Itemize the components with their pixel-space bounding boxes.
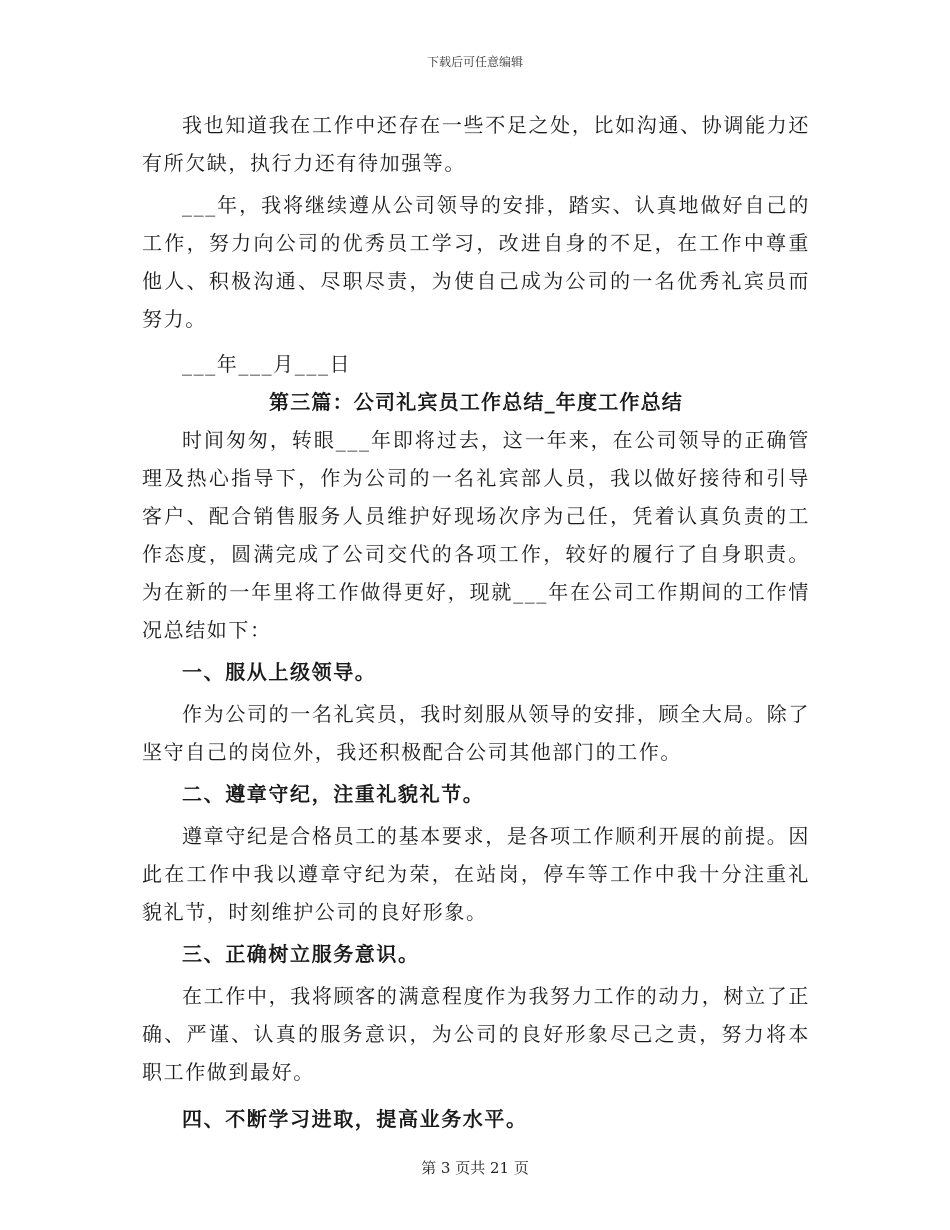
date-line: ___年___月___日 (182, 352, 352, 376)
heading-continuous-learning: 四、不断学习进取，提高业务水平。 (182, 1107, 528, 1131)
paragraph-discipline-etiquette: 遵章守纪是合格员工的基本要求，是各项工作顺利开展的前提。因此在工作中我以遵章守纪为荣，在站岗，停车等工作中我十分注重礼貌礼节，时刻维护公司的良好形象。 (142, 824, 810, 924)
heading-obey-leadership: 一、服从上级领导。 (182, 660, 377, 684)
page-footer: 第 3 页共 21 页 (421, 1159, 529, 1177)
document-body (142, 106, 810, 1138)
page-header: 下载后可任意编辑 (426, 55, 523, 69)
paragraph-shortcomings: 我也知道我在工作中还存在一些不足之处，比如沟通、协调能力还有所欠缺，执行力还有待加强等。 (142, 113, 810, 175)
heading-service-awareness: 三、正确树立服务意识。 (182, 942, 420, 966)
paragraph-intro: 时间匆匆，转眼___年即将过去，这一年来，在公司领导的正确管理及热心指导下，作为公司的一名礼宾部人员，我以做好接待和引导客户、配合销售服务人员维护好现场次序为己任，凭着认真负责的工作态度，圆满完成了公司交代的各项工作，较好的履行了自身职责。为在新的一年里将工作做得更好，现就___年在公司工作期间的工作情况总结如下： (142, 428, 810, 642)
section-title: 第三篇：公司礼宾员工作总结_年度工作总结 (269, 390, 683, 414)
paragraph-obey-leadership: 作为公司的一名礼宾员，我时刻服从领导的安排，顾全大局。除了坚守自己的岗位外，我还积极配合公司其他部门的工作。 (142, 702, 810, 764)
paragraph-next-year-plan: ___年，我将继续遵从公司领导的安排，踏实、认真地做好自己的工作，努力向公司的优秀员工学习，改进自身的不足，在工作中尊重他人、积极沟通、尽职尽责，为使自己成为公司的一名优秀礼宾员而努力。 (142, 193, 810, 331)
heading-discipline-etiquette: 二、遵章守纪，注重礼貌礼节。 (182, 782, 485, 806)
paragraph-service-awareness: 在工作中，我将顾客的满意程度作为我努力工作的动力，树立了正确、严谨、认真的服务意识，为公司的良好形象尽己之责，努力将本职工作做到最好。 (142, 984, 810, 1084)
